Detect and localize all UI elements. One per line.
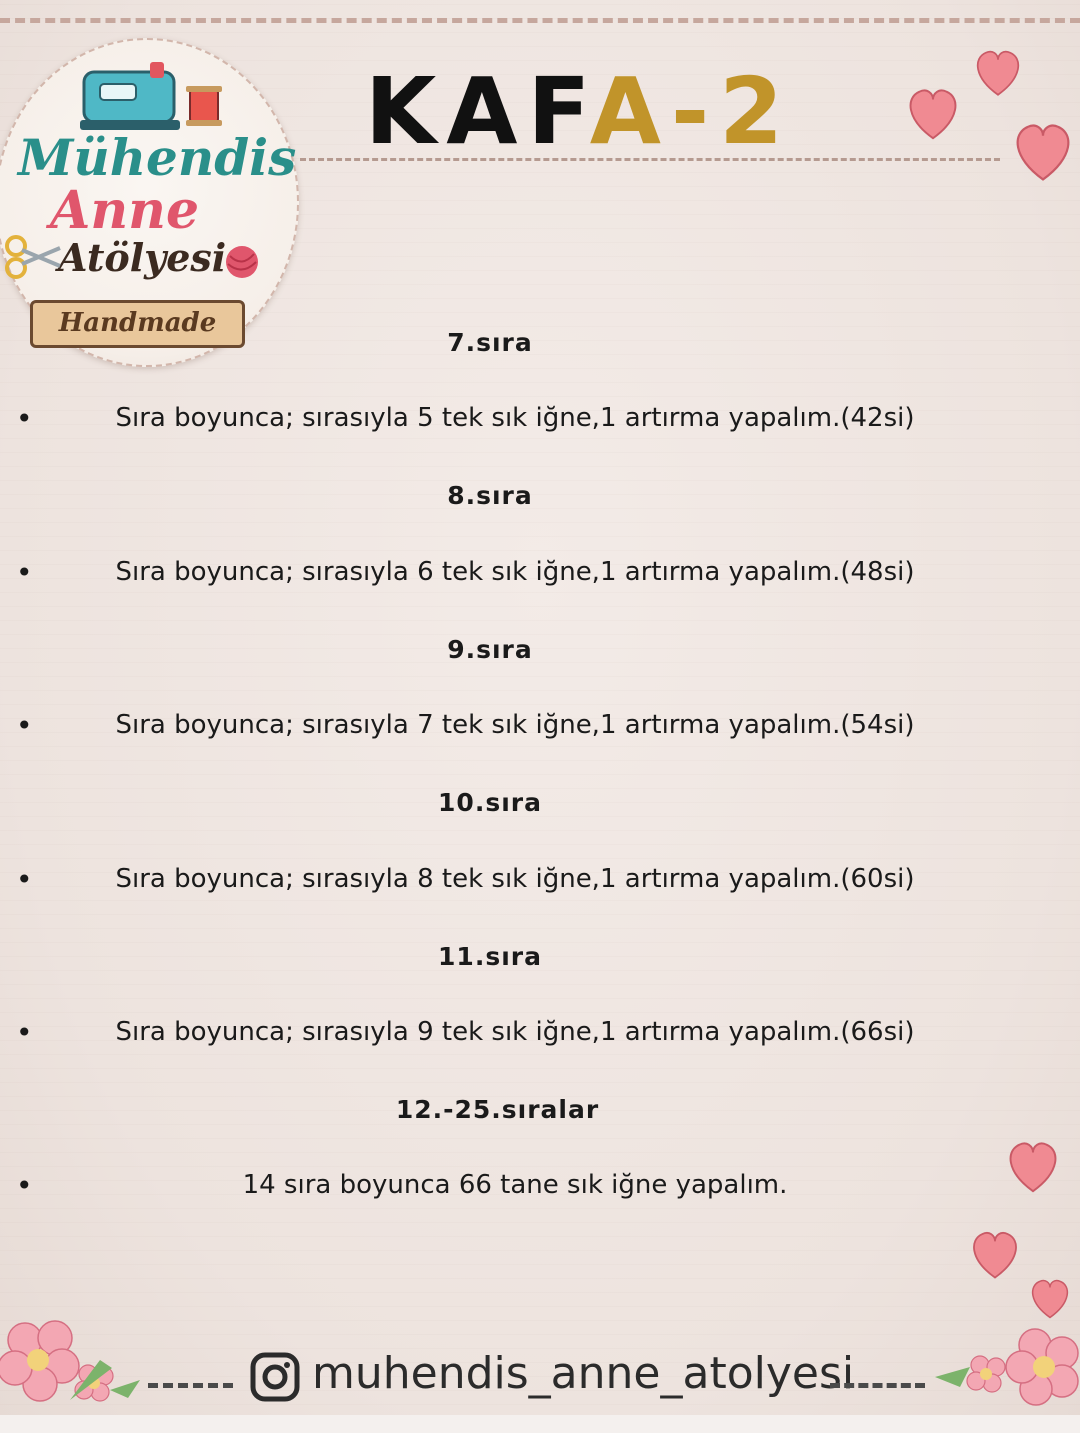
row-heading: 8.sıra bbox=[447, 481, 533, 510]
sewing-machine-icon bbox=[80, 58, 230, 138]
row-heading: 9.sıra bbox=[447, 635, 533, 664]
bullet: • bbox=[16, 1016, 33, 1049]
bullet: • bbox=[16, 863, 33, 896]
row-heading: 11.sıra bbox=[438, 942, 542, 971]
bullet: • bbox=[16, 709, 33, 742]
row-instruction: Sıra boyunca; sırasıyla 7 tek sık iğne,1 artırma yapalım.(54si) bbox=[115, 710, 915, 740]
row-instruction: 14 sıra boyunca 66 tane sık iğne yapalım. bbox=[242, 1170, 788, 1200]
yarn-ball-icon bbox=[222, 242, 262, 282]
page-title bbox=[365, 58, 794, 165]
bullet: • bbox=[16, 556, 33, 589]
logo-text-atolyesi: Atölyesi bbox=[58, 235, 227, 280]
instagram-icon bbox=[250, 1352, 300, 1402]
row-heading: 10.sıra bbox=[438, 788, 542, 817]
bullet: • bbox=[16, 402, 33, 435]
flower-decoration-icon bbox=[930, 1315, 1080, 1415]
logo-ribbon-handmade: Handmade bbox=[30, 300, 245, 348]
logo-text-muhendis: Mühendis bbox=[18, 128, 297, 187]
bottom-strip bbox=[0, 1415, 1080, 1433]
footer-dash-right bbox=[830, 1383, 925, 1388]
row-heading: 7.sıra bbox=[447, 328, 533, 357]
row-instruction: Sıra boyunca; sırasıyla 6 tek sık iğne,1 artırma yapalım.(48si) bbox=[115, 557, 915, 587]
bullet: • bbox=[16, 1169, 33, 1202]
heart-icon bbox=[966, 1225, 1024, 1283]
top-dashed-border bbox=[0, 18, 1080, 23]
logo-text-anne: Anne bbox=[50, 180, 200, 241]
scissors-icon bbox=[4, 232, 64, 282]
title-part-black: KAF bbox=[365, 58, 590, 165]
title-underline bbox=[300, 158, 1000, 161]
row-instruction: Sıra boyunca; sırasıyla 5 tek sık iğne,1 artırma yapalım.(42si) bbox=[115, 403, 915, 433]
footer-dash-left bbox=[148, 1383, 233, 1388]
row-instruction: Sıra boyunca; sırasıyla 8 tek sık iğne,1 artırma yapalım.(60si) bbox=[115, 864, 915, 894]
instagram-handle[interactable]: muhendis_anne_atolyesi bbox=[312, 1348, 855, 1399]
row-instruction: Sıra boyunca; sırasıyla 9 tek sık iğne,1 artırma yapalım.(66si) bbox=[115, 1017, 915, 1047]
row-heading: 12.-25.sıralar bbox=[395, 1095, 600, 1124]
heart-icon bbox=[1008, 116, 1078, 186]
heart-icon bbox=[970, 44, 1026, 100]
title-part-gold: A-2 bbox=[589, 58, 794, 165]
heart-icon bbox=[1002, 1135, 1064, 1197]
heart-icon bbox=[902, 82, 964, 144]
flower-decoration-icon bbox=[0, 1300, 150, 1415]
